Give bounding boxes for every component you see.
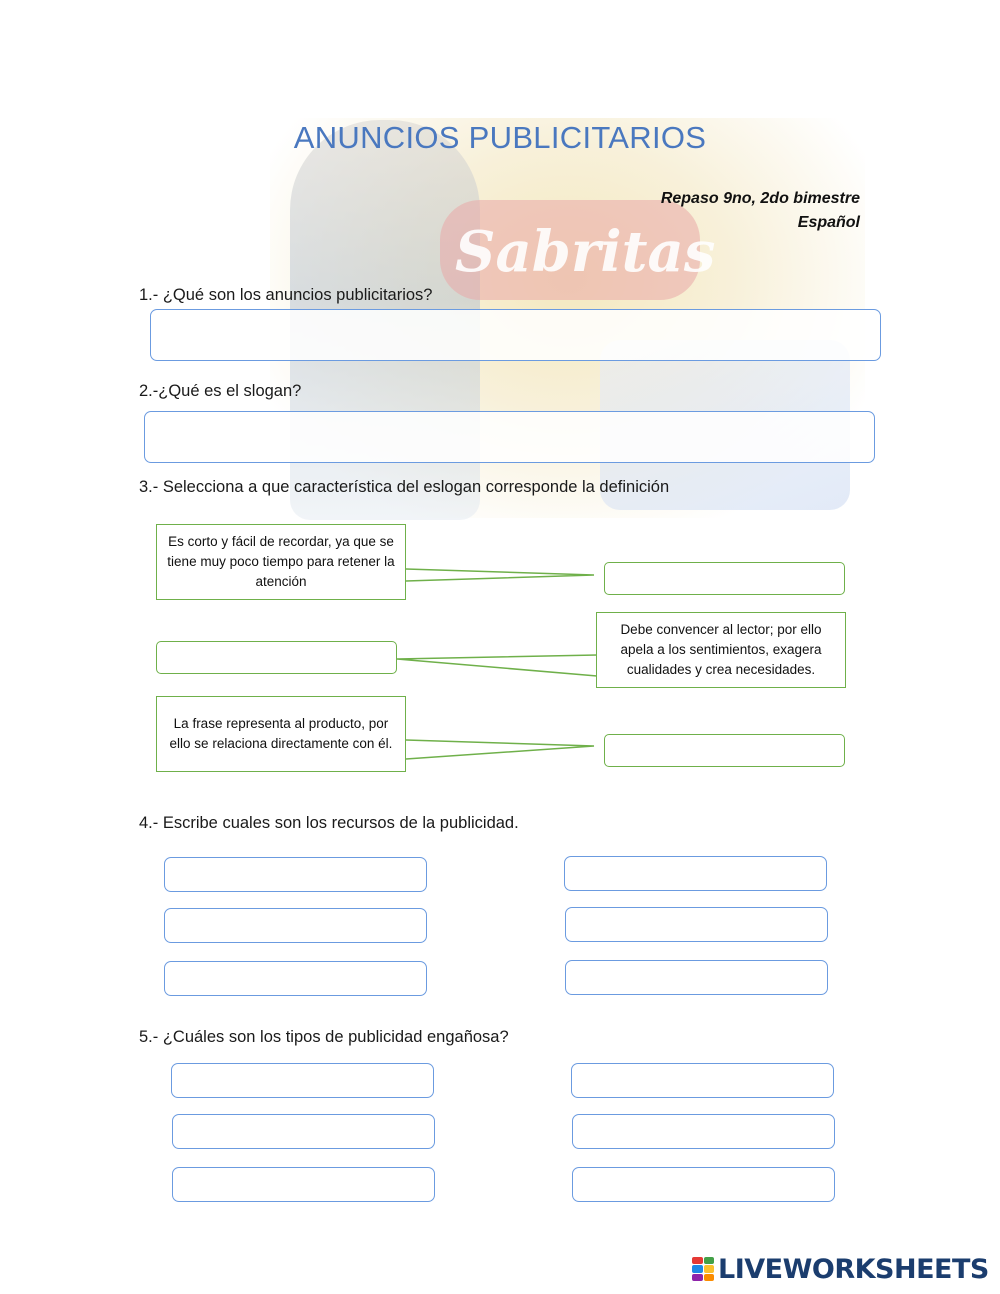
ad-logo-text: Sabritas: [455, 219, 716, 285]
question-2: 2.-¿Qué es el slogan?: [139, 382, 302, 400]
definition-box-2: Debe convencer al lector; por ello apela a los sentimientos, exagera cualidades y crea necesidades.: [596, 612, 846, 688]
subtitle-course: Repaso 9no, 2do bimestre: [660, 190, 860, 207]
connector-1: [406, 569, 594, 581]
answer-4-input-1[interactable]: [164, 857, 427, 892]
page-title: ANUNCIOS PUBLICITARIOS: [293, 120, 707, 155]
answer-4-input-3[interactable]: [164, 961, 427, 996]
answer-5-input-6[interactable]: [572, 1167, 835, 1202]
answer-3b-input[interactable]: [156, 641, 397, 674]
subtitle-subject: Español: [797, 214, 860, 231]
answer-5-input-3[interactable]: [172, 1167, 435, 1202]
answer-5-input-5[interactable]: [572, 1114, 835, 1149]
answer-5-input-2[interactable]: [172, 1114, 435, 1149]
answer-4-input-4[interactable]: [564, 856, 827, 891]
question-4: 4.- Escribe cuales son los recursos de la publicidad.: [139, 814, 519, 832]
liveworksheets-brand-text: LIVEWORKSHEETS: [718, 1253, 989, 1285]
answer-4-input-6[interactable]: [565, 960, 828, 995]
answer-3c-input[interactable]: [604, 734, 845, 767]
question-3: 3.- Selecciona a que característica del eslogan corresponde la definición: [139, 478, 670, 496]
answer-3a-input[interactable]: [604, 562, 845, 595]
connector-2: [397, 655, 597, 676]
answer-4-input-2[interactable]: [164, 908, 427, 943]
liveworksheets-logo[interactable]: [692, 1252, 989, 1286]
definition-box-3: La frase representa al producto, por ello se relaciona directamente con él.: [156, 696, 406, 772]
answer-4-input-5[interactable]: [565, 907, 828, 942]
connector-3: [406, 740, 594, 759]
question-5: 5.- ¿Cuáles son los tipos de publicidad engañosa?: [139, 1028, 509, 1046]
liveworksheets-icon: [692, 1257, 714, 1281]
definition-box-1: Es corto y fácil de recordar, ya que se tiene muy poco tiempo para retener la atención: [156, 524, 406, 600]
question-1: 1.- ¿Qué son los anuncios publicitarios?: [139, 286, 433, 304]
answer-5-input-1[interactable]: [171, 1063, 434, 1098]
answer-5-input-4[interactable]: [571, 1063, 834, 1098]
